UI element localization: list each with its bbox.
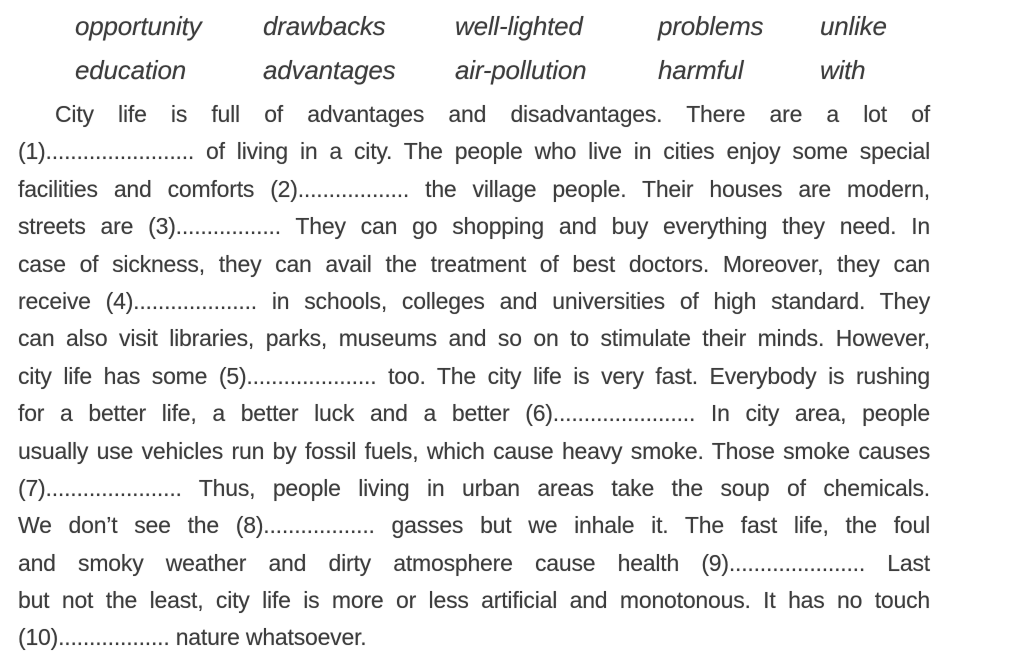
passage-line-blank-8: We don’t see the (8).................. gasses but we inhale it. The fast life, the foul [18, 512, 930, 539]
passage-line-blank-3: streets are (3)................. They can go shopping and buy everything they need. In [18, 213, 930, 240]
word-bank-item: unlike [820, 10, 887, 41]
word-bank-item: well-lighted [455, 10, 583, 41]
word-bank-item: air-pollution [455, 54, 587, 85]
word-bank-item: advantages [263, 54, 396, 85]
word-bank-row-1 [0, 4, 1024, 48]
passage-line: usually use vehicles run by fossil fuels, which cause heavy smoke. Those smoke causes [18, 437, 930, 464]
word-bank-item: education [75, 54, 186, 85]
word-bank-item: drawbacks [263, 10, 386, 41]
passage-line-blank-7: (7)...................... Thus, people living in urban areas take the soup of chemicals. [18, 474, 930, 501]
passage-line: City life is full of advantages and disadvantages. There are a lot of [55, 101, 930, 127]
passage-line-blank-1: (1)........................ of living in a city. The people who live in cities enjoy some special [18, 138, 930, 165]
passage-line: can also visit libraries, parks, museums and so on to stimulate their minds. However, [18, 325, 930, 352]
passage-line: case of sickness, they can avail the treatment of best doctors. Moreover, they can [18, 250, 930, 277]
word-bank-row-2 [0, 48, 1024, 92]
passage-line-blank-4: receive (4).................... in schools, colleges and universities of high standard. They [18, 287, 930, 314]
passage-line-blank-5: city life has some (5)..................... too. The city life is very fast. Everybody is rushing [18, 362, 930, 389]
passage-line-blank-9: and smoky weather and dirty atmosphere cause health (9)...................... Last [18, 549, 930, 576]
passage [18, 96, 930, 657]
word-bank-item: with [820, 54, 866, 85]
word-bank-item: opportunity [75, 10, 202, 41]
word-bank [0, 4, 1024, 92]
word-bank-item: harmful [658, 54, 744, 85]
word-bank-item: problems [658, 10, 764, 41]
passage-line-blank-2: facilities and comforts (2).................. the village people. Their houses are modern, [18, 175, 930, 202]
passage-line-blank-10: (10).................. nature whatsoever. [18, 624, 367, 651]
passage-line: but not the least, city life is more or less artificial and monotonous. It has no touch [18, 587, 930, 614]
passage-line-blank-6: for a better life, a better luck and a better (6)....................... In city area, people [18, 400, 930, 427]
